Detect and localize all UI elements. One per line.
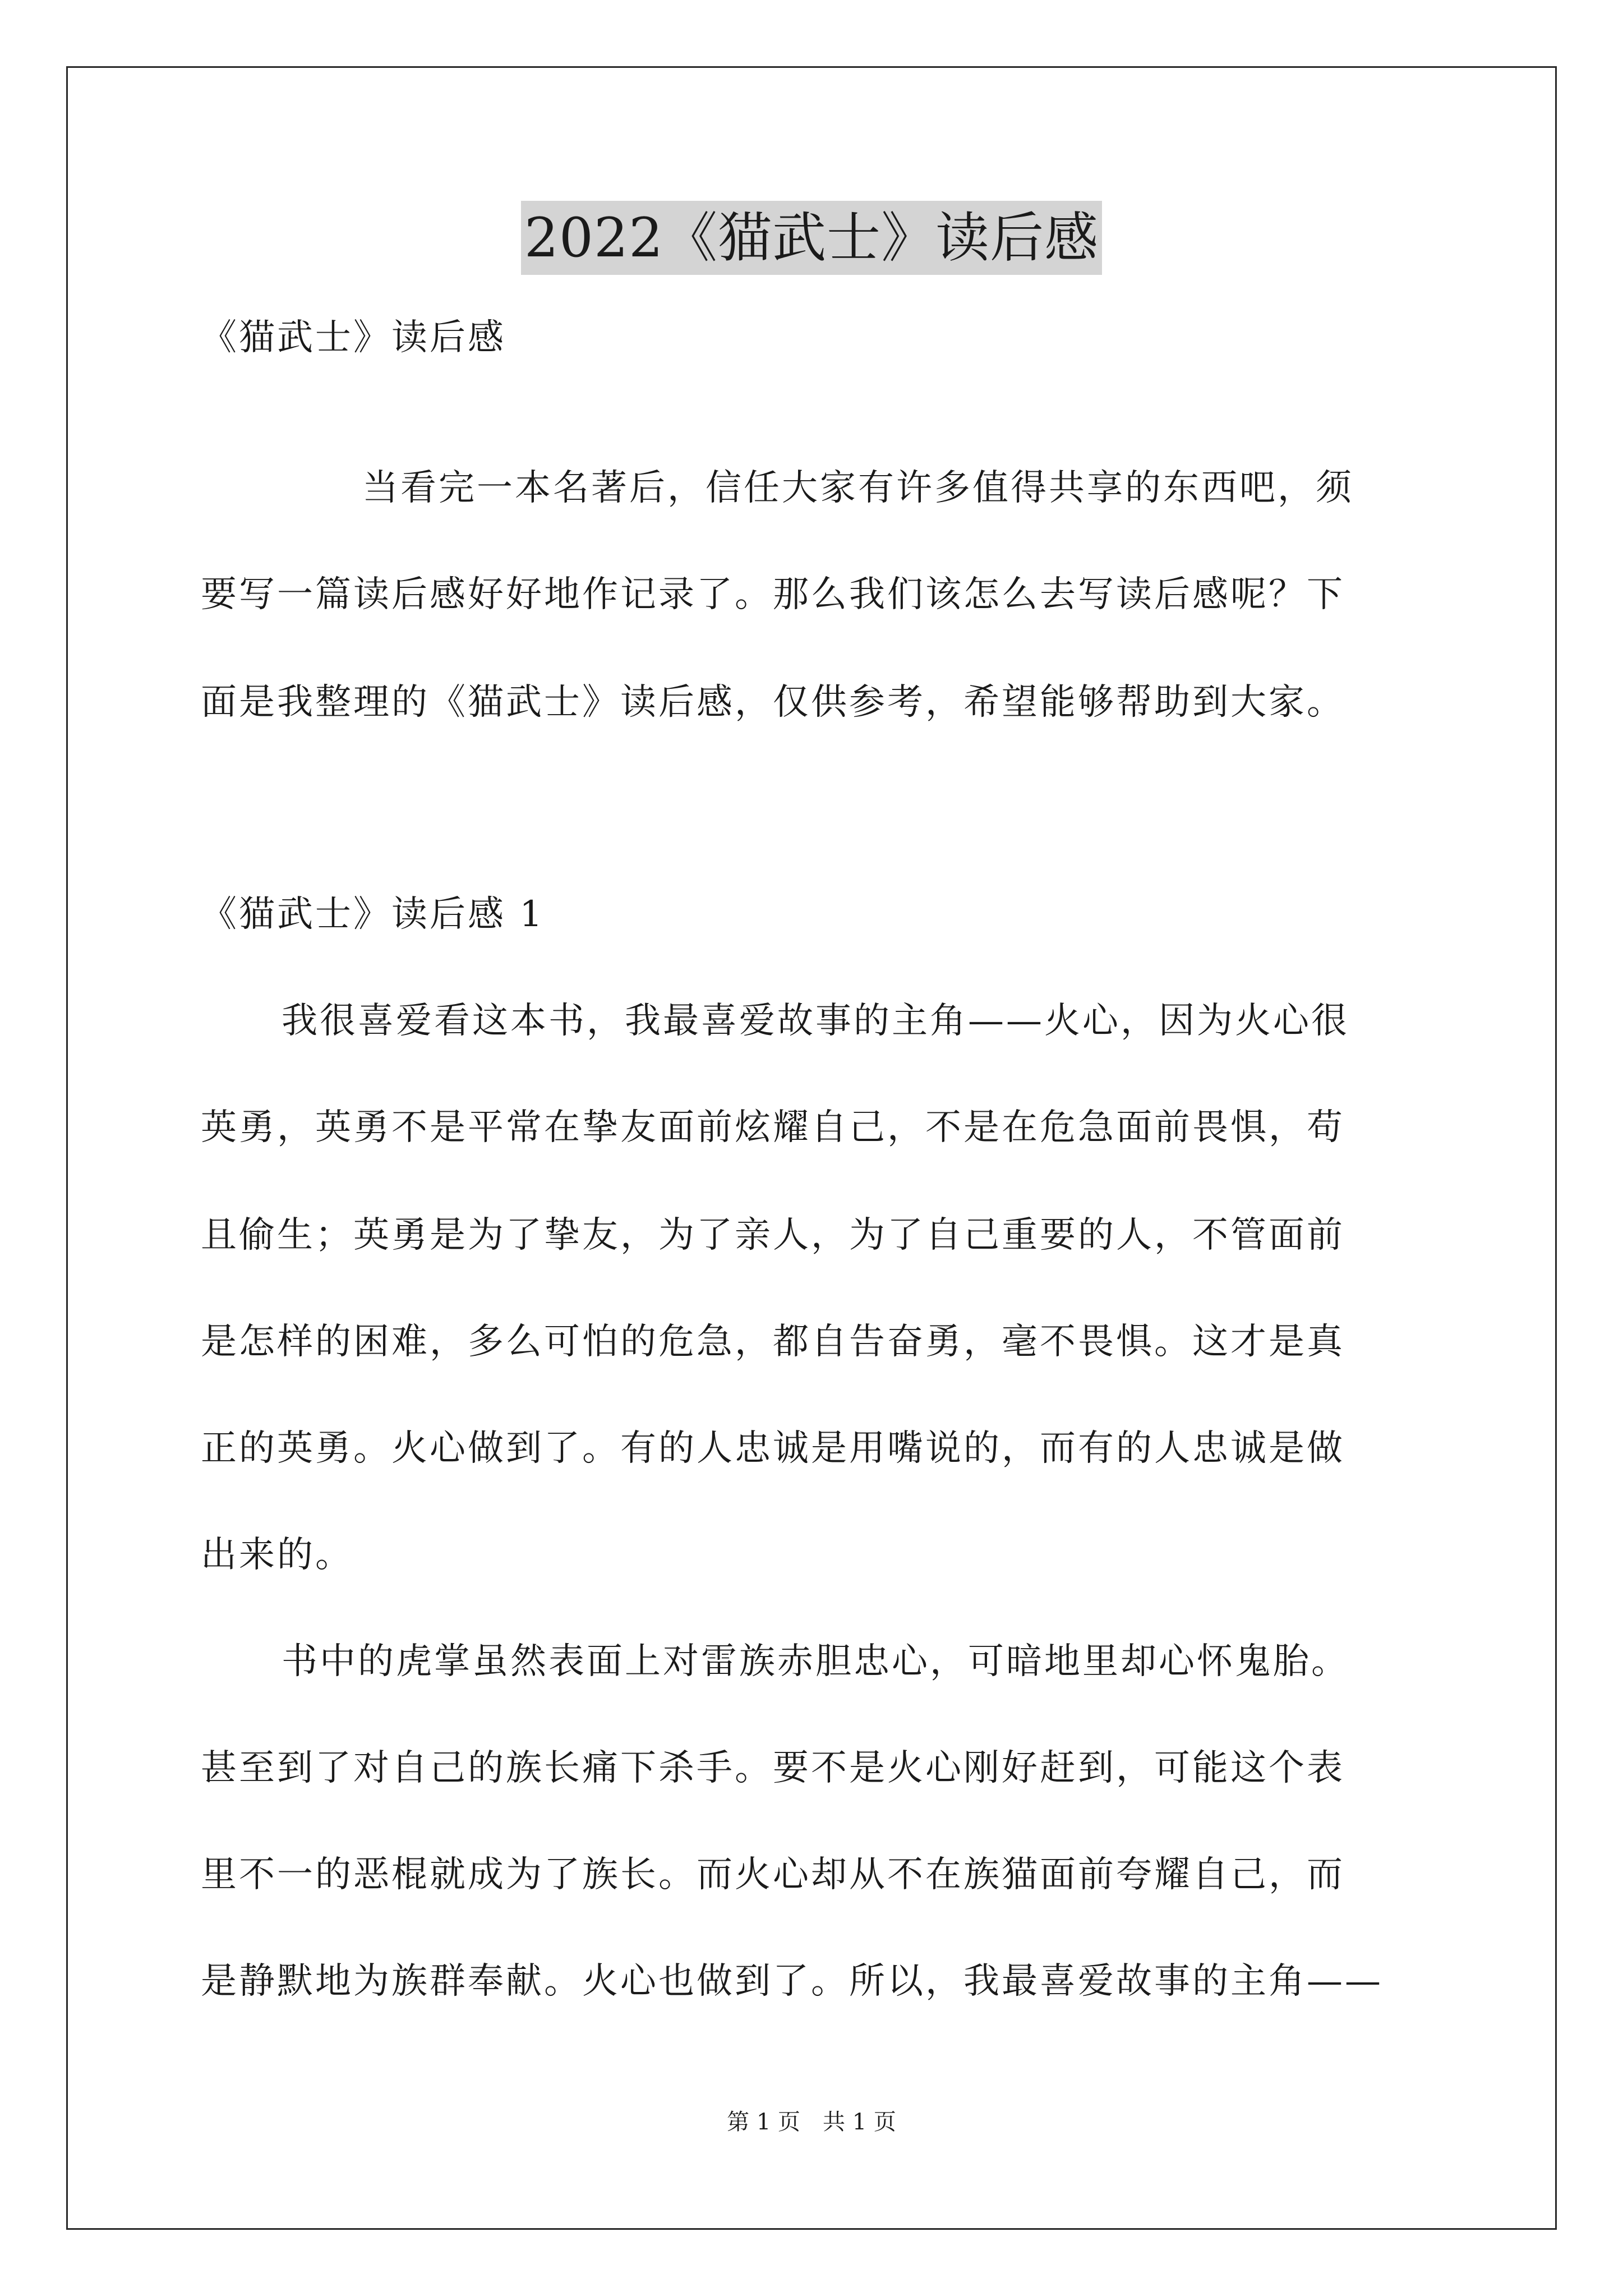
intro-line-1: 当看完一本名著后，信任大家有许多值得共享的东西吧，须: [362, 467, 1354, 509]
paragraph2-line-1: 书中的虎掌虽然表面上对雷族赤胆忠心，可暗地里却心怀鬼胎。: [282, 1641, 1349, 1682]
paragraph1-line-3: 且偷生；英勇是为了挚友，为了亲人，为了自己重要的人，不管面前: [201, 1214, 1345, 1256]
title-container: [0, 201, 1623, 275]
paragraph2-line-4: 是静默地为族群奉献。火心也做到了。所以，我最喜爱故事的主角——: [201, 1961, 1383, 2002]
document-title: 2022《猫武士》读后感: [521, 201, 1102, 275]
paragraph1-line-6: 出来的。: [201, 1534, 353, 1576]
subheading: 《猫武士》读后感: [201, 317, 506, 358]
paragraph1-line-4: 是怎样的困难，多么可怕的危急，都自告奋勇，毫不畏惧。这才是真: [201, 1321, 1345, 1363]
paragraph1-line-2: 英勇，英勇不是平常在挚友面前炫耀自己，不是在危急面前畏惧，苟: [201, 1107, 1345, 1148]
paragraph2-line-3: 里不一的恶棍就成为了族长。而火心却从不在族猫面前夸耀自己，而: [201, 1854, 1345, 1895]
paragraph1-line-1: 我很喜爱看这本书，我最喜爱故事的主角——火心，因为火心很: [282, 1000, 1349, 1042]
paragraph1-line-5: 正的英勇。火心做到了。有的人忠诚是用嘴说的，而有的人忠诚是做: [201, 1428, 1345, 1469]
page-number-footer: 第 1 页 共 1 页: [727, 2109, 896, 2135]
intro-line-2: 要写一篇读后感好好地作记录了。那么我们该怎么去写读后感呢？下: [201, 574, 1345, 615]
section-heading: 《猫武士》读后感 1: [201, 894, 545, 935]
intro-line-3: 面是我整理的《猫武士》读后感，仅供参考，希望能够帮助到大家。: [201, 682, 1345, 723]
paragraph2-line-2: 甚至到了对自己的族长痛下杀手。要不是火心刚好赶到，可能这个表: [201, 1747, 1345, 1789]
